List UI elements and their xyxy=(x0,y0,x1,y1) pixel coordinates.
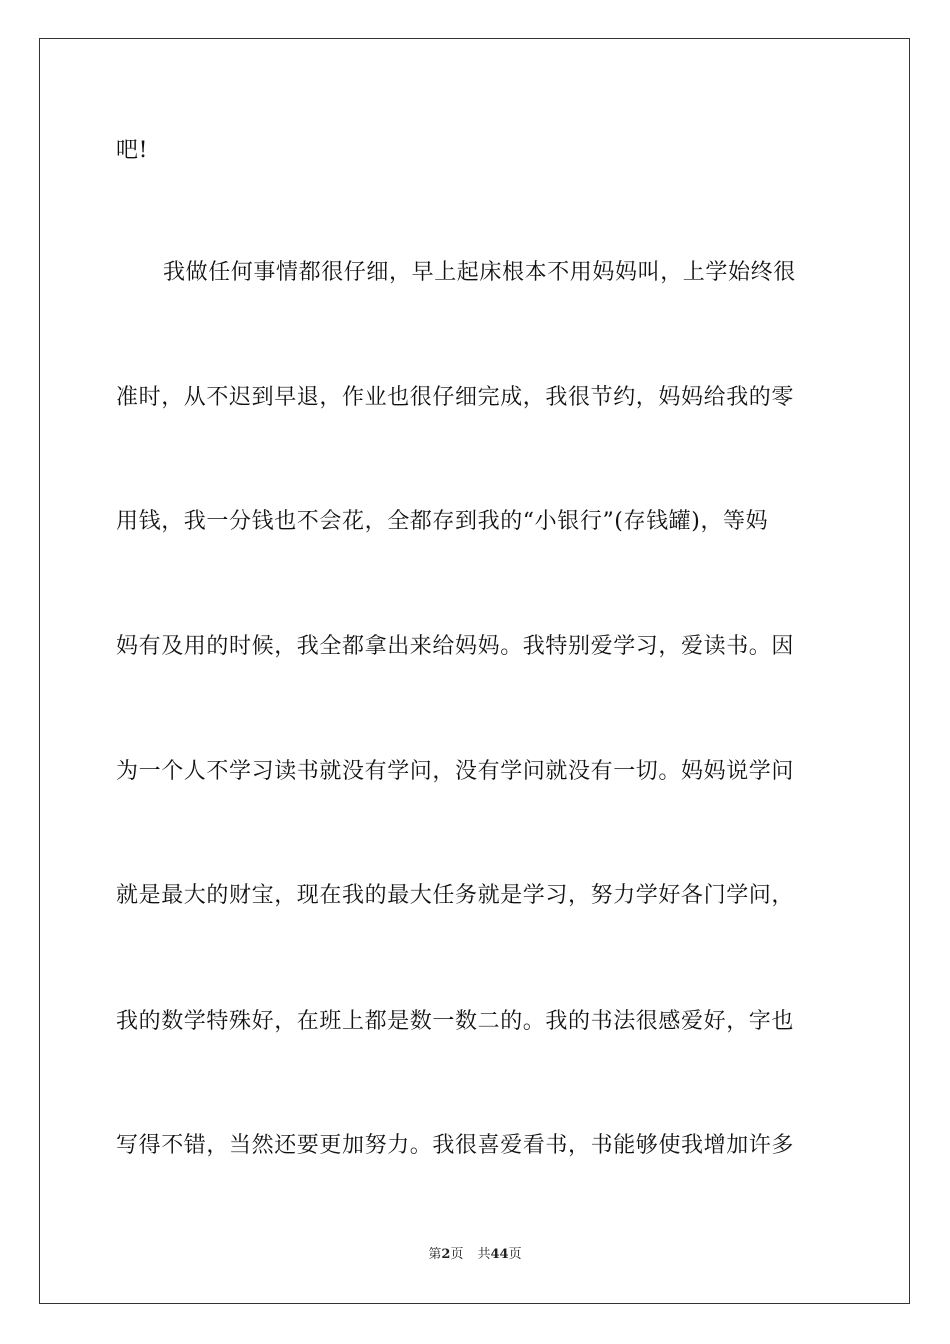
text-line-4: 用钱，我一分钱也不会花，全都存到我的“小银行”(存钱罐)，等妈 xyxy=(116,509,769,534)
total-suffix: 页 xyxy=(508,1247,522,1262)
text-line-6: 为一个人不学习读书就没有学问，没有学问就没有一切。妈妈说学问 xyxy=(116,759,795,784)
page-number: 2 xyxy=(441,1247,451,1262)
text-line-3: 准时，从不迟到早退，作业也很仔细完成，我很节约，妈妈给我的零 xyxy=(116,385,795,410)
text-line-7: 就是最大的财宝，现在我的最大任务就是学习，努力学好各门学问， xyxy=(116,883,795,908)
page-suffix: 页 xyxy=(450,1247,464,1262)
page-footer xyxy=(0,1246,950,1264)
text-line-1: 吧! xyxy=(116,138,149,163)
total-pages: 44 xyxy=(490,1247,509,1262)
text-line-9: 写得不错，当然还要更加努力。我很喜爱看书，书能够使我增加许多 xyxy=(116,1133,795,1158)
text-line-5: 妈有及用的时候，我全都拿出来给妈妈。我特别爱学习，爱读书。因 xyxy=(116,634,795,659)
text-line-2: 我做任何事情都很仔细，早上起床根本不用妈妈叫，上学始终很 xyxy=(163,260,796,285)
total-prefix: 共 xyxy=(477,1247,491,1262)
page-border xyxy=(39,38,910,1304)
page-prefix: 第 xyxy=(428,1247,442,1262)
text-line-8: 我的数学特殊好，在班上都是数一数二的。我的书法很感爱好，字也 xyxy=(116,1009,795,1034)
